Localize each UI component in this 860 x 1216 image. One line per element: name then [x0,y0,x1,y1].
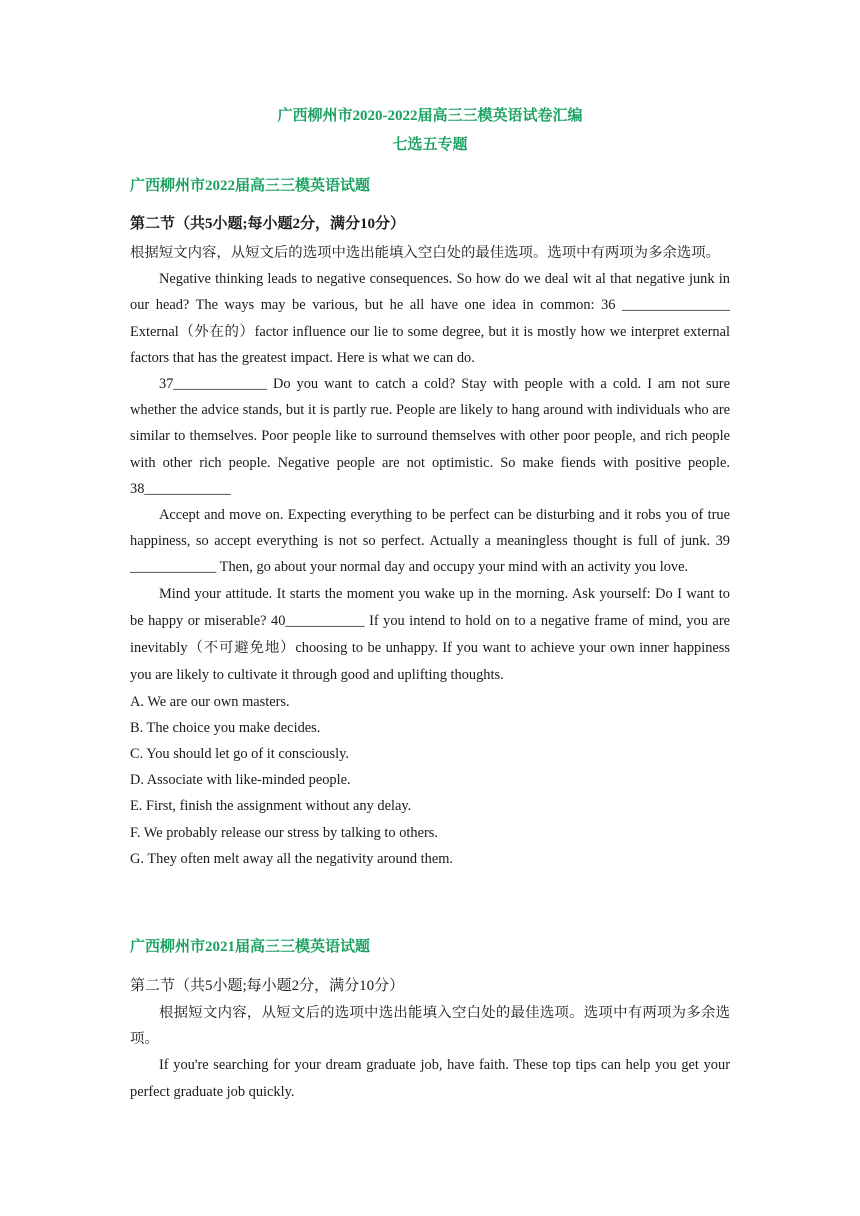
section-2022-part-title: 第二节（共5小题;每小题2分，满分10分） [130,216,405,232]
section-2021-heading: 广西柳州市2021届高三三模英语试题 [130,939,371,955]
passage-paragraph: If you're searching for your dream graduate job, have faith. These top tips can help you get your perfect graduate job quickly. [130,1057,730,1100]
document-title: 广西柳州市2020-2022届高三三模英语试卷汇编 [277,108,583,124]
passage-paragraph: Mind your attitude. It starts the moment you wake up in the morning. Ask yourself: Do I want to be happy or miserable? 40___________ If you intend to hold on to a negative frame of mind, you are inevitably（不可避免地）choosing to be unhappy. If you want to achieve your own inner happiness you are likely to cultivate it through good and uplifting thoughts. [130,585,730,683]
section-2021-instructions: 根据短文内容，从短文后的选项中选出能填入空白处的最佳选项。选项中有两项为多余选项。 [130,1005,730,1048]
passage-paragraph: 37_____________ Do you want to catch a cold? Stay with people with a cold. I am not sure whether the advice stands, but it is partly rue. People are likely to hang around with individuals who are similar to themselves. Poor people like to surround themselves with other poor people, and rich people with other rich people. Negative people are not optimistic. So make fiends with positive people. 38____________ [130,376,730,497]
option-a: A. We are our own masters. [130,693,290,710]
section-2022-instructions: 根据短文内容，从短文后的选项中选出能填入空白处的最佳选项。选项中有两项为多余选项。 [130,245,721,261]
section-2022-body [130,240,730,872]
document-subtitle: 七选五专题 [392,137,468,153]
option-d: D. Associate with like-minded people. [130,772,351,789]
passage-paragraph: Accept and move on. Expecting everything to be perfect can be disturbing and it robs you of true happiness, so accept everything is not so perfect. Actually a meaningless thought is full of junk. 39 ____________ Then, go about your normal day and occupy your mind with an activity you love. [130,507,730,576]
passage-paragraph: Negative thinking leads to negative consequences. So how do we deal wit al that negative junk in our head? The ways may be various, but he all have one idea in common: 36 _______________ External（外在的）factor influence our lie to some degree, but it is mostly how we interpret external factors that has the greatest impact. Here is what we can do. [130,271,730,366]
section-2021-part-title: 第二节（共5小题;每小题2分，满分10分） [130,978,405,994]
section-2021-body [130,1000,730,1105]
option-f: F. We probably release our stress by talking to others. [130,824,438,841]
option-c: C. You should let go of it consciously. [130,746,349,763]
option-g: G. They often melt away all the negativity around them. [130,850,454,867]
section-2022-heading: 广西柳州市2022届高三三模英语试题 [130,178,371,194]
option-b: B. The choice you make decides. [130,719,321,736]
option-e: E. First, finish the assignment without any delay. [130,798,412,815]
